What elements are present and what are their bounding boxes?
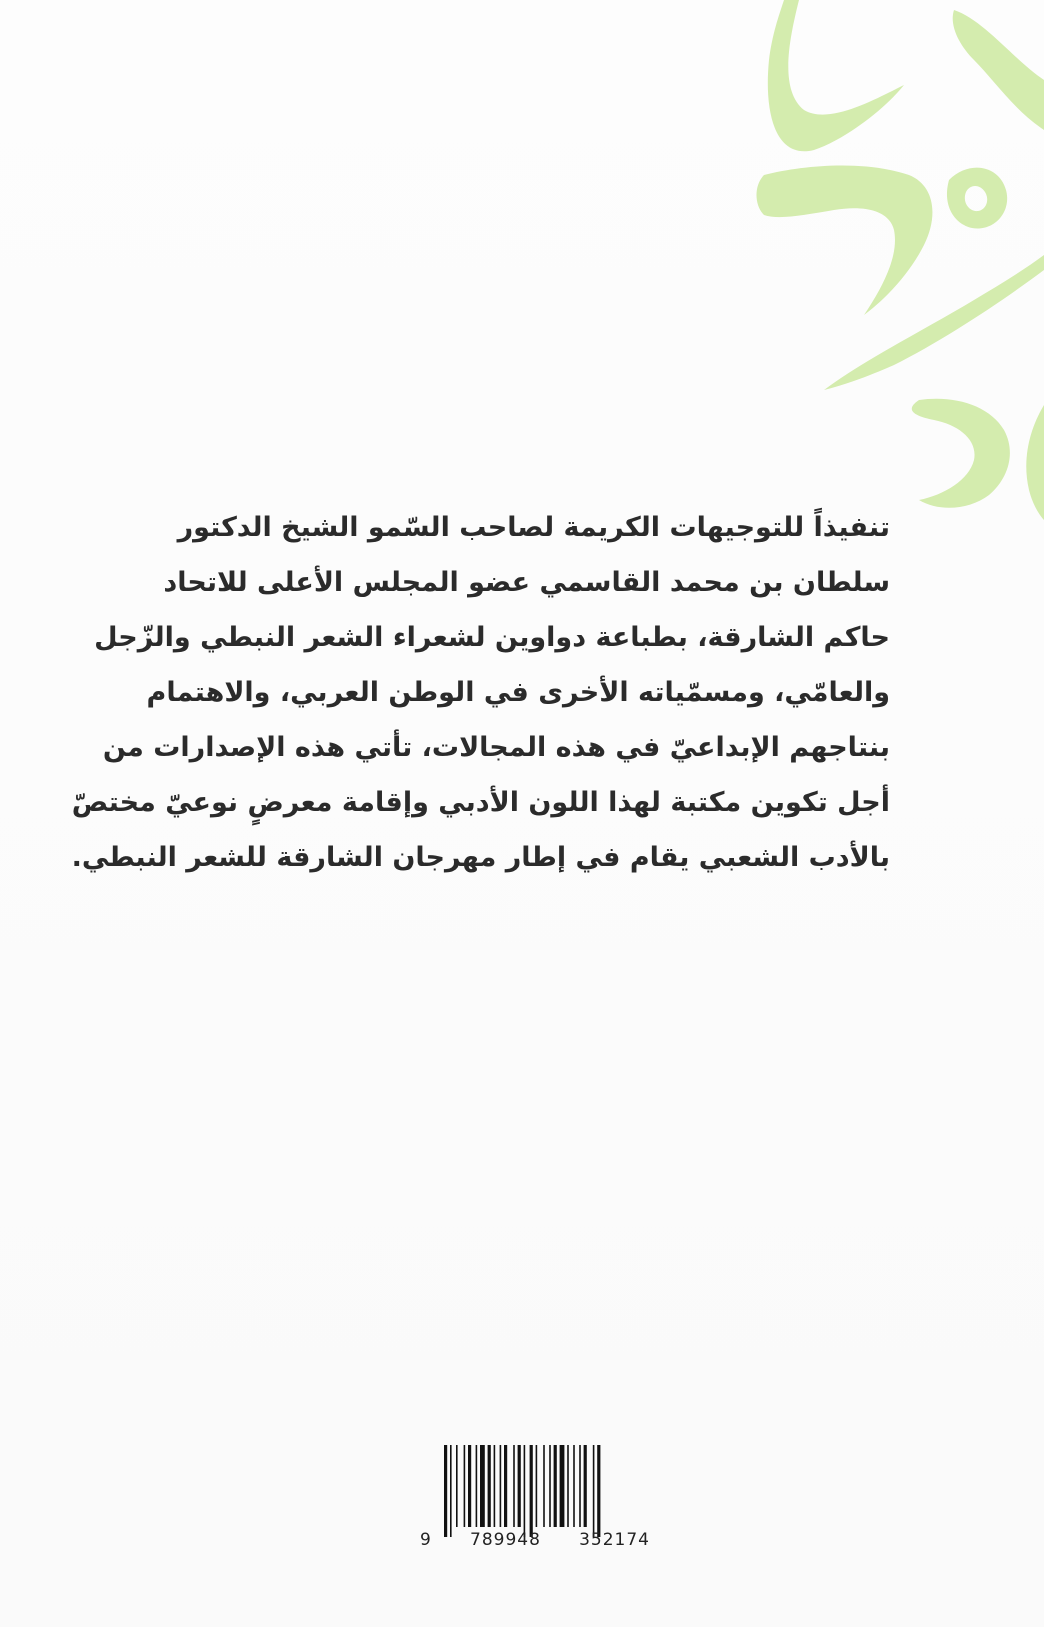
calligraphy-decoration <box>744 0 1044 560</box>
barcode-bar <box>476 1445 478 1527</box>
barcode-bar <box>468 1445 471 1527</box>
barcode-bar <box>549 1445 551 1527</box>
barcode-bar <box>593 1445 595 1537</box>
barcode-bar <box>444 1445 447 1537</box>
description-line: بالأدب الشعبي يقام في إطار مهرجان الشارقة للشعر النبطي. <box>71 842 890 873</box>
barcode-bar <box>530 1445 533 1537</box>
barcode-bar <box>464 1445 466 1527</box>
barcode-bar <box>543 1445 545 1527</box>
barcode-bar <box>536 1445 538 1527</box>
barcode-bar <box>500 1445 502 1527</box>
barcode-bar <box>573 1445 575 1527</box>
barcode-bar <box>450 1445 452 1537</box>
barcode-bar <box>518 1445 521 1527</box>
barcode-bar <box>504 1445 507 1527</box>
isbn-prefix: 9 <box>420 1530 432 1550</box>
description-line: والعامّي، ومسمّياته الأخرى في الوطن العربي، والاهتمام <box>146 677 890 708</box>
description-line: بنتاجهم الإبداعيّ في هذه المجالات، تأتي هذه الإصدارات من <box>102 732 890 763</box>
back-cover-description <box>71 500 890 885</box>
barcode-bar <box>494 1445 496 1527</box>
barcode-bar <box>584 1445 587 1527</box>
barcode-bar <box>567 1445 569 1527</box>
barcode-bar <box>579 1445 581 1527</box>
barcode-bar <box>524 1445 526 1537</box>
barcode-bar <box>488 1445 491 1527</box>
barcode-bar <box>554 1445 557 1527</box>
barcode-bar <box>513 1445 515 1527</box>
description-line: أجل تكوين مكتبة لهذا اللون الأدبي وإقامة معرضٍ نوعيّ مختصّ <box>71 787 890 818</box>
isbn-number <box>420 1530 650 1550</box>
isbn-group-1: 789948 <box>470 1530 541 1550</box>
description-line: سلطان بن محمد القاسمي عضو المجلس الأعلى للاتحاد <box>163 567 890 598</box>
barcode-bar <box>456 1445 458 1527</box>
barcode-bar <box>560 1445 565 1527</box>
description-line: حاكم الشارقة، بطباعة دواوين لشعراء الشعر النبطي والزّجل <box>94 622 890 653</box>
description-line: تنفيذاً للتوجيهات الكريمة لصاحب السّمو الشيخ الدكتور <box>177 512 890 543</box>
barcode-bar <box>597 1445 600 1537</box>
barcode-bar <box>480 1445 485 1527</box>
isbn-group-2: 352174 <box>579 1530 650 1550</box>
